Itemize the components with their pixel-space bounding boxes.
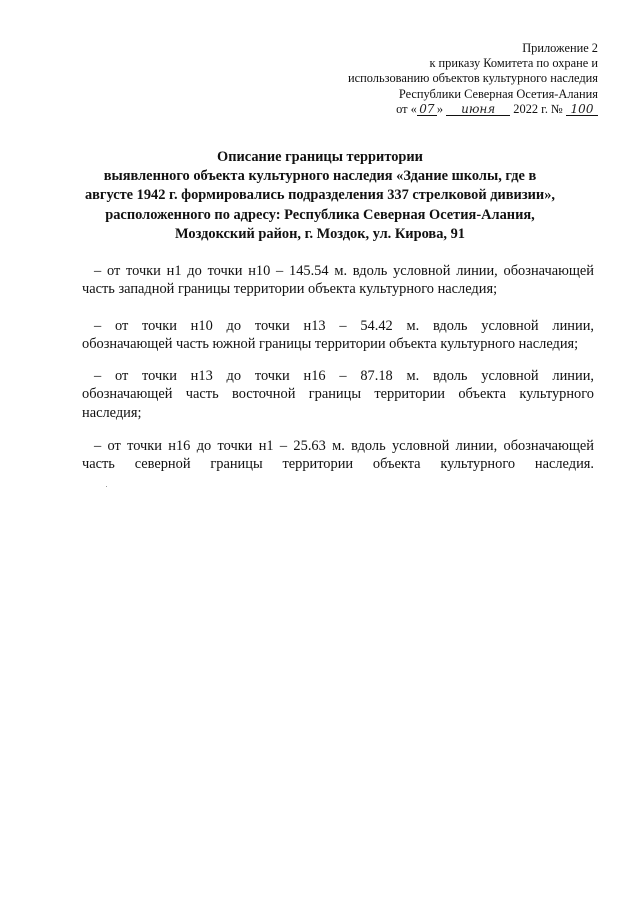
segment-text-first-line: – от точки н10 до точки н13 – 54.42 м. вдоль условной линии, [94,318,594,334]
segment-text-first-line: – от точки н1 до точки н10 – 145.54 м. вдоль условной линии, обозначающей [94,263,594,279]
date-quote-close: » [436,101,444,116]
order-date-number [348,102,598,117]
segment-text-first-line: – от точки н16 до точки н1 – 25.63 м. вдоль условной линии, обозначающей [94,438,594,454]
boundary-segment-north [82,437,594,474]
republic-name: Республики Северная Осетия-Алания [398,86,598,101]
segment-text-rest: обозначающей часть южной границы территории объекта культурного наследия; [82,336,579,353]
title-line-3: августе 1942 г. формировались подразделения 337 стрелковой дивизии», [84,187,556,204]
scan-speck [106,486,107,487]
handwritten-order-number: 100 [566,103,598,116]
title-line-5: Моздокский район, г. Моздок, ул. Кирова, 91 [175,225,465,242]
title-line-1: Описание границы территории [217,149,423,165]
title-line-4: расположенного по адресу: Республика Северная Осетия-Алания, [105,206,535,223]
segment-text-rest: обозначающей часть восточной границы территории объекта культурного наследия; [82,386,594,421]
handwritten-month: июня [446,103,510,116]
segment-text-rest: часть западной границы территории объекта культурного наследия; [82,281,498,298]
appendix-header [348,41,598,117]
date-prefix: от « [396,101,417,116]
title-line-2: выявленного объекта культурного наследия «Здание школы, где в [103,168,537,185]
order-reference: к приказу Комитета по охране и [429,56,598,71]
year-number-label: 2022 г. № [513,101,563,116]
boundary-segment-west [82,262,594,299]
document-title [60,148,580,244]
appendix-label: Приложение 2 [522,41,598,55]
boundary-segment-south [82,317,594,354]
segment-text-first-line: – от точки н13 до точки н16 – 87.18 м. вдоль условной линии, [94,368,594,384]
segment-text-rest: часть северной границы территории объекта культурного наследия. [82,456,594,473]
committee-name: использованию объектов культурного наследия [348,71,598,86]
handwritten-day: 07 [417,103,437,116]
boundary-segment-east [82,367,594,422]
